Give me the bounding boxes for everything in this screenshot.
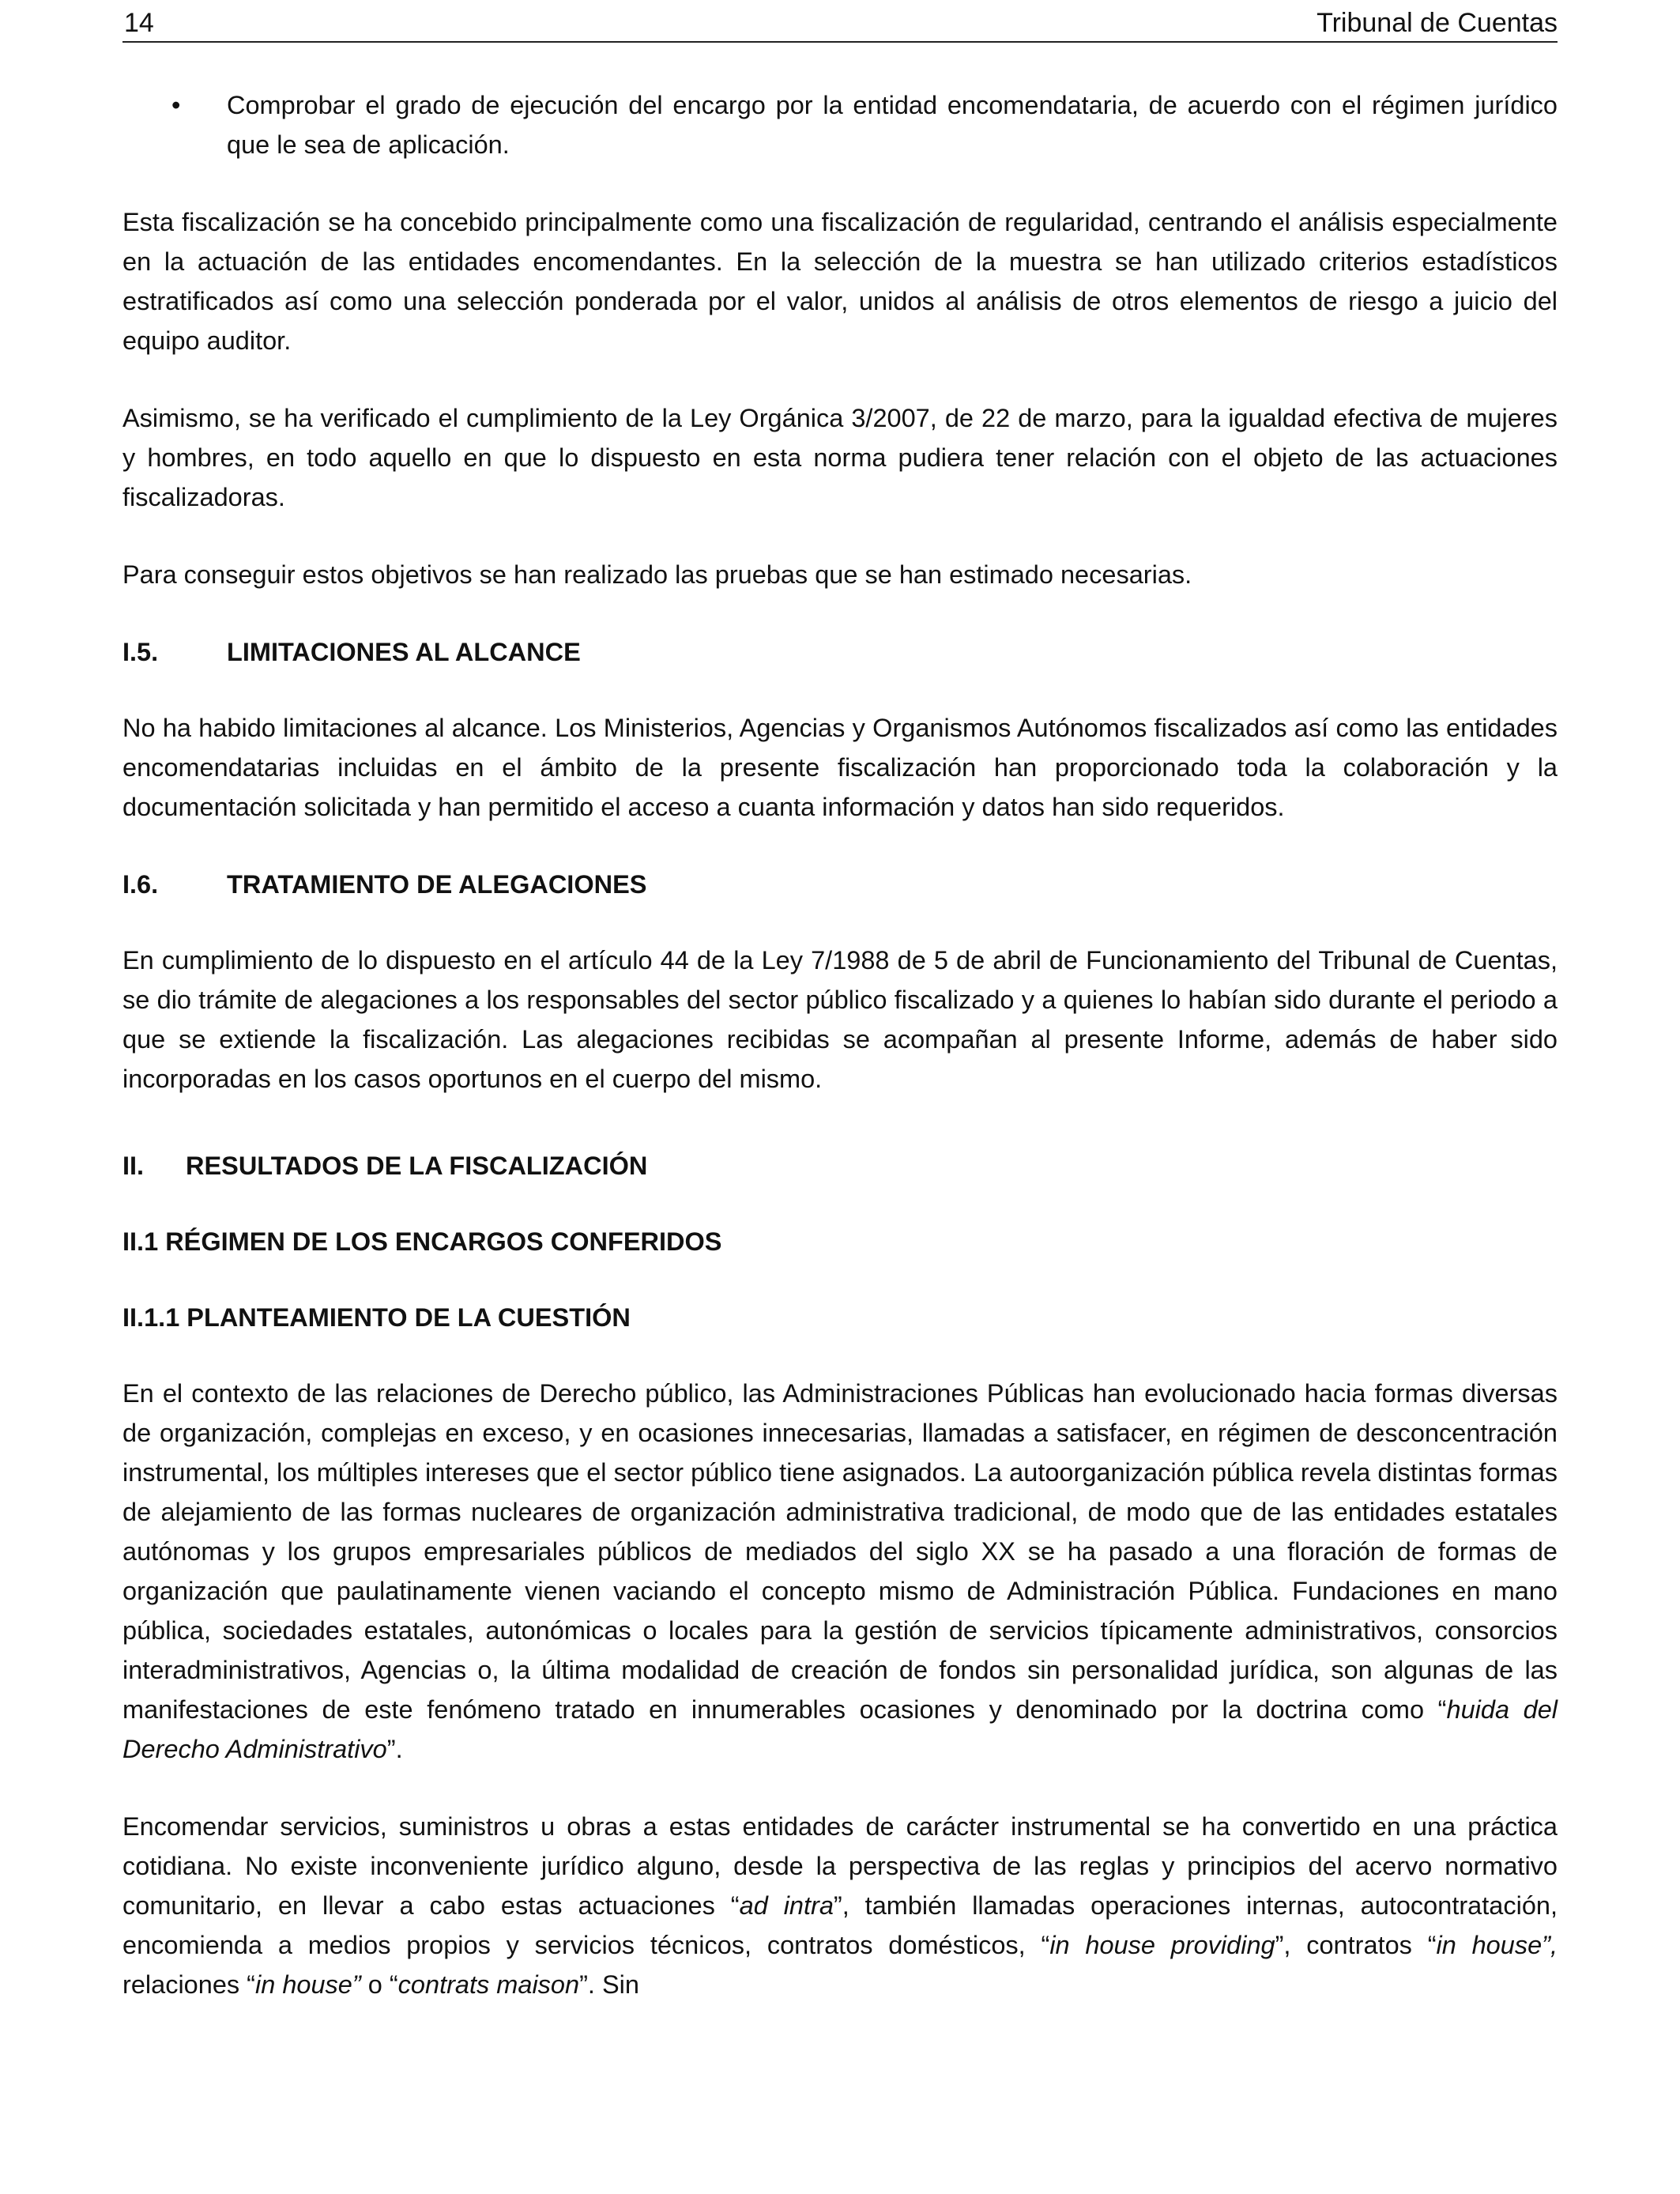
paragraph-equality-law: Asimismo, se ha verificado el cumplimiento de la Ley Orgánica 3/2007, de 22 de marzo, para la igualdad efectiva de mujeres y hombres, en todo aquello en que lo dispuesto en esta norma pudiera tener relación con el objeto de las actuaciones fiscalizadoras. [122, 404, 1558, 511]
section-title: LIMITACIONES AL ALCANCE [227, 638, 581, 666]
page-number: 14 [124, 8, 154, 38]
quoted-term: in house providing [1049, 1931, 1275, 1959]
section-heading-i6 [122, 865, 1558, 904]
paragraph-limitations: No ha habido limitaciones al alcance. Los Ministerios, Agencias y Organismos Autónomos fiscalizados así como las entidades encomendatarias incluidas en el ámbito de la presente fiscalización han proporcionado toda la colaboración y la documentación solicitada y han permitido el acceso a cuanta información y datos han sido requeridos. [122, 714, 1558, 821]
section-number: I.5. [122, 638, 159, 666]
paragraph-methodology: Esta fiscalización se ha concebido principalmente como una fiscalización de regularidad, centrando el análisis especialmente en la actuación de las entidades encomendantes. En la selección de la muestra se han utilizado criterios estadísticos estratificados así como una selección ponderada por el valor, unidos al análisis de otros elementos de riesgo a juicio del equipo auditor. [122, 208, 1558, 355]
quoted-term: huida del Derecho Administrativo [122, 1695, 1558, 1763]
paragraph-text: ”. Sin [579, 1970, 639, 1999]
section-title: TRATAMIENTO DE ALEGACIONES [227, 870, 647, 899]
paragraph-allegations: En cumplimiento de lo dispuesto en el artículo 44 de la Ley 7/1988 de 5 de abril de Funcionamiento del Tribunal de Cuentas, se dio trámite de alegaciones a los responsables del sector público fiscalizado y a quienes lo habían sido durante el periodo a que se extiende la fiscalización. Las alegaciones recibidas se acompañan al presente Informe, además de haber sido incorporadas en los casos oportunos en el cuerpo del mismo. [122, 946, 1558, 1093]
section-heading-i5 [122, 632, 1558, 672]
section-heading-ii [122, 1146, 1558, 1186]
running-header [122, 5, 1558, 43]
paragraph-in-house [122, 1807, 1558, 2004]
paragraph-text: ”, contratos “ [1275, 1931, 1437, 1959]
quoted-term: in house” [255, 1970, 361, 1999]
paragraph-text: Encomendar servicios, suministros u obras a estas entidades de carácter instrumental se ha convertido en una práctica cotidiana. No existe inconveniente jurídico alguno, desde la perspectiva de las reglas y principios del acervo normativo comunitario, en llevar a cabo estas actuaciones “ [122, 1812, 1558, 1920]
paragraph-text: ”, también llamadas operaciones internas, autocontratación, encomienda a medios propios y servicios técnicos, contratos domésticos, “ [122, 1891, 1558, 1959]
section-heading-ii11: II.1.1 PLANTEAMIENTO DE LA CUESTIÓN [122, 1303, 631, 1332]
quoted-term: in house”, [1436, 1931, 1558, 1959]
paragraph-text: o “ [360, 1970, 398, 1999]
paragraph-text: En el contexto de las relaciones de Derecho público, las Administraciones Públicas han evolucionado hacia formas diversas de organización, complejas en exceso, y en ocasiones innecesarias, llamadas a satisfacer, en régimen de desconcentración instrumental, los múltiples intereses que el sector público tiene asignados. La autoorganización pública revela distintas formas de alejamiento de las formas nucleares de organización administrativa tradicional, de modo que de las entidades estatales autónomas y los grupos empresariales públicos de mediados del siglo XX se ha pasado a una floración de formas de organización que paulatinamente vienen vaciando el concepto mismo de Administración Pública. Fundaciones en mano pública, sociedades estatales, autonómicas o locales para la gestión de servicios típicamente administrativos, consorcios interadministrativos, Agencias o, la última modalidad de creación de fondos sin personalidad jurídica, son algunas de las manifestaciones de este fenómeno tratado en innumerables ocasiones y denominado por la doctrina como “ [122, 1379, 1558, 1724]
section-number: II. [122, 1152, 145, 1180]
publisher-name: Tribunal de Cuentas [1317, 8, 1558, 38]
section-title: RESULTADOS DE LA FISCALIZACIÓN [186, 1152, 648, 1180]
paragraph-text-end: ”. [386, 1735, 403, 1763]
document-body [122, 85, 1558, 2042]
bullet-item [122, 85, 1558, 164]
document-page [122, 0, 1558, 2194]
bullet-text: Comprobar el grado de ejecución del encargo por la entidad encomendataria, de acuerdo con el régimen jurídico que le sea de aplicación. [227, 91, 1558, 159]
paragraph-text: relaciones “ [122, 1970, 255, 1999]
bullet-icon: • [171, 91, 181, 119]
quoted-term: contrats maison [397, 1970, 580, 1999]
paragraph-tests: Para conseguir estos objetivos se han realizado las pruebas que se han estimado necesarias. [122, 560, 1192, 589]
paragraph-context [122, 1374, 1558, 1769]
section-number: I.6. [122, 870, 159, 899]
quoted-term: ad intra [739, 1891, 834, 1920]
section-heading-ii1: II.1 RÉGIMEN DE LOS ENCARGOS CONFERIDOS [122, 1227, 722, 1256]
